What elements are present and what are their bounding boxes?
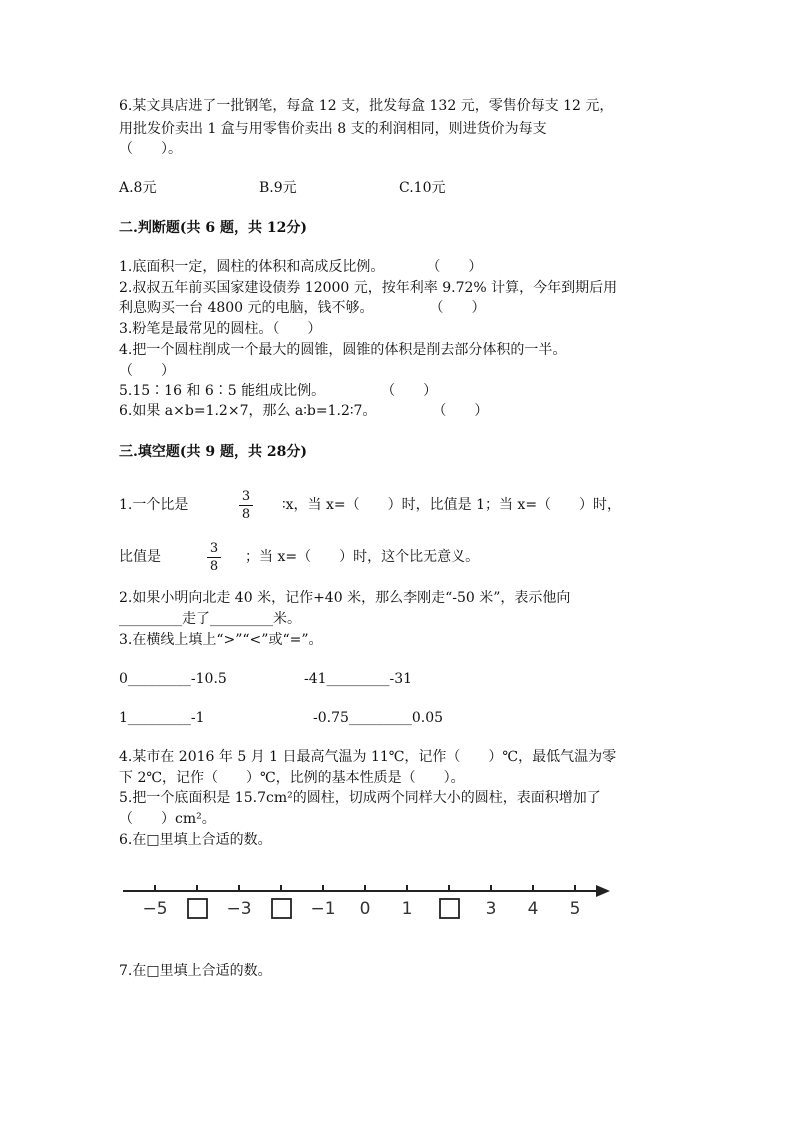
fraction-numerator: 3 — [209, 541, 219, 556]
fraction-3-8 — [207, 542, 221, 573]
answer-box[interactable] — [272, 899, 291, 918]
judge-item: 5.15∶16 和 6∶5 能组成比例。 （ ） — [119, 383, 438, 399]
q1-mid: ∶x，当 x=（ ）时，比值是 1；当 x=（ ）时， — [282, 497, 622, 513]
answer-box[interactable] — [188, 899, 207, 918]
judge-item: 3.粉笔是最常见的圆柱。（ ） — [119, 321, 322, 337]
q6-line2: 用批发价卖出 1 盒与用零售价卖出 8 支的利润相同，则进货价为每支 — [119, 121, 547, 137]
q3-text: 3.在横线上填上“>”“<”或“=”。 — [119, 632, 323, 648]
section3-title: 三.填空题(共 9 题，共 28分) — [119, 444, 307, 460]
option-c: C.10元 — [399, 180, 446, 196]
q6-line3: （ ）。 — [119, 141, 182, 157]
option-b: B.9元 — [259, 180, 297, 196]
judge-item: （ ） — [119, 363, 175, 379]
q2-line2: _________走了_________米。 — [119, 611, 301, 627]
q6-text: 6.在□里填上合适的数。 — [119, 832, 272, 848]
judge-item: 4.把一个圆柱削成一个最大的圆锥，圆锥的体积是削去部分体积的一半。 — [119, 342, 567, 358]
fraction-numerator: 3 — [241, 489, 251, 504]
q4-line2: 下 2℃，记作（ ）℃，比例的基本性质是（ ）。 — [119, 770, 465, 786]
tick-label: 5 — [569, 899, 581, 919]
compare-item: 1_________-1 — [119, 710, 205, 726]
tick-label: 1 — [401, 899, 413, 919]
tick-label: 3 — [485, 899, 497, 919]
answer-box[interactable] — [440, 899, 459, 918]
number-line — [115, 876, 615, 924]
q6-line1: 6.某文具店进了一批钢笔，每盒 12 支，批发每盒 132 元，零售价每支 12 元， — [119, 98, 614, 114]
judge-item: 2.叔叔五年前买国家建设债券 12000 元，按年利率 9.72% 计算，今年到期后用 — [119, 280, 618, 296]
compare-item: -41_________-31 — [304, 671, 413, 687]
fraction-bar — [207, 557, 221, 558]
q4-line1: 4.某市在 2016 年 5 月 1 日最高气温为 11℃，记作（ ）℃，最低气温为零 — [119, 749, 617, 765]
q5-line1: 5.把一个底面积是 15.7cm²的圆柱，切成两个同样大小的圆柱，表面积增加了 — [119, 790, 601, 806]
arrow-icon — [596, 885, 610, 897]
fraction-3-8 — [239, 490, 253, 521]
tick-label: −5 — [142, 899, 168, 919]
compare-item: -0.75_________0.05 — [313, 710, 444, 726]
q1-line2-suffix: ；当 x=（ ）时，这个比无意义。 — [245, 549, 480, 565]
section2-title: 二.判断题(共 6 题，共 12分) — [119, 220, 307, 236]
judge-item: 6.如果 a×b=1.2×7，那么 a∶b=1.2∶7。 （ ） — [119, 403, 489, 419]
tick-label: −1 — [310, 899, 336, 919]
q5-line2: （ ）cm²。 — [119, 811, 216, 827]
tick-label: 0 — [359, 899, 371, 919]
compare-item: 0_________-10.5 — [119, 671, 227, 687]
judge-item: 1.底面积一定，圆柱的体积和高成反比例。 （ ） — [119, 259, 483, 275]
q7-text: 7.在□里填上合适的数。 — [119, 963, 272, 979]
judge-item: 利息购买一台 4800 元的电脑，钱不够。 （ ） — [119, 300, 486, 316]
q1-prefix: 1.一个比是 — [119, 497, 189, 513]
q1-line2-prefix: 比值是 — [119, 549, 161, 565]
fraction-denominator: 8 — [241, 507, 251, 522]
fraction-denominator: 8 — [209, 559, 219, 574]
q2-line1: 2.如果小明向北走 40 米，记作+40 米，那么李刚走“-50 米”，表示他向 — [119, 590, 571, 606]
tick-label: 4 — [527, 899, 539, 919]
fraction-bar — [239, 505, 253, 506]
tick-label: −3 — [226, 899, 252, 919]
option-a: A.8元 — [119, 180, 157, 196]
